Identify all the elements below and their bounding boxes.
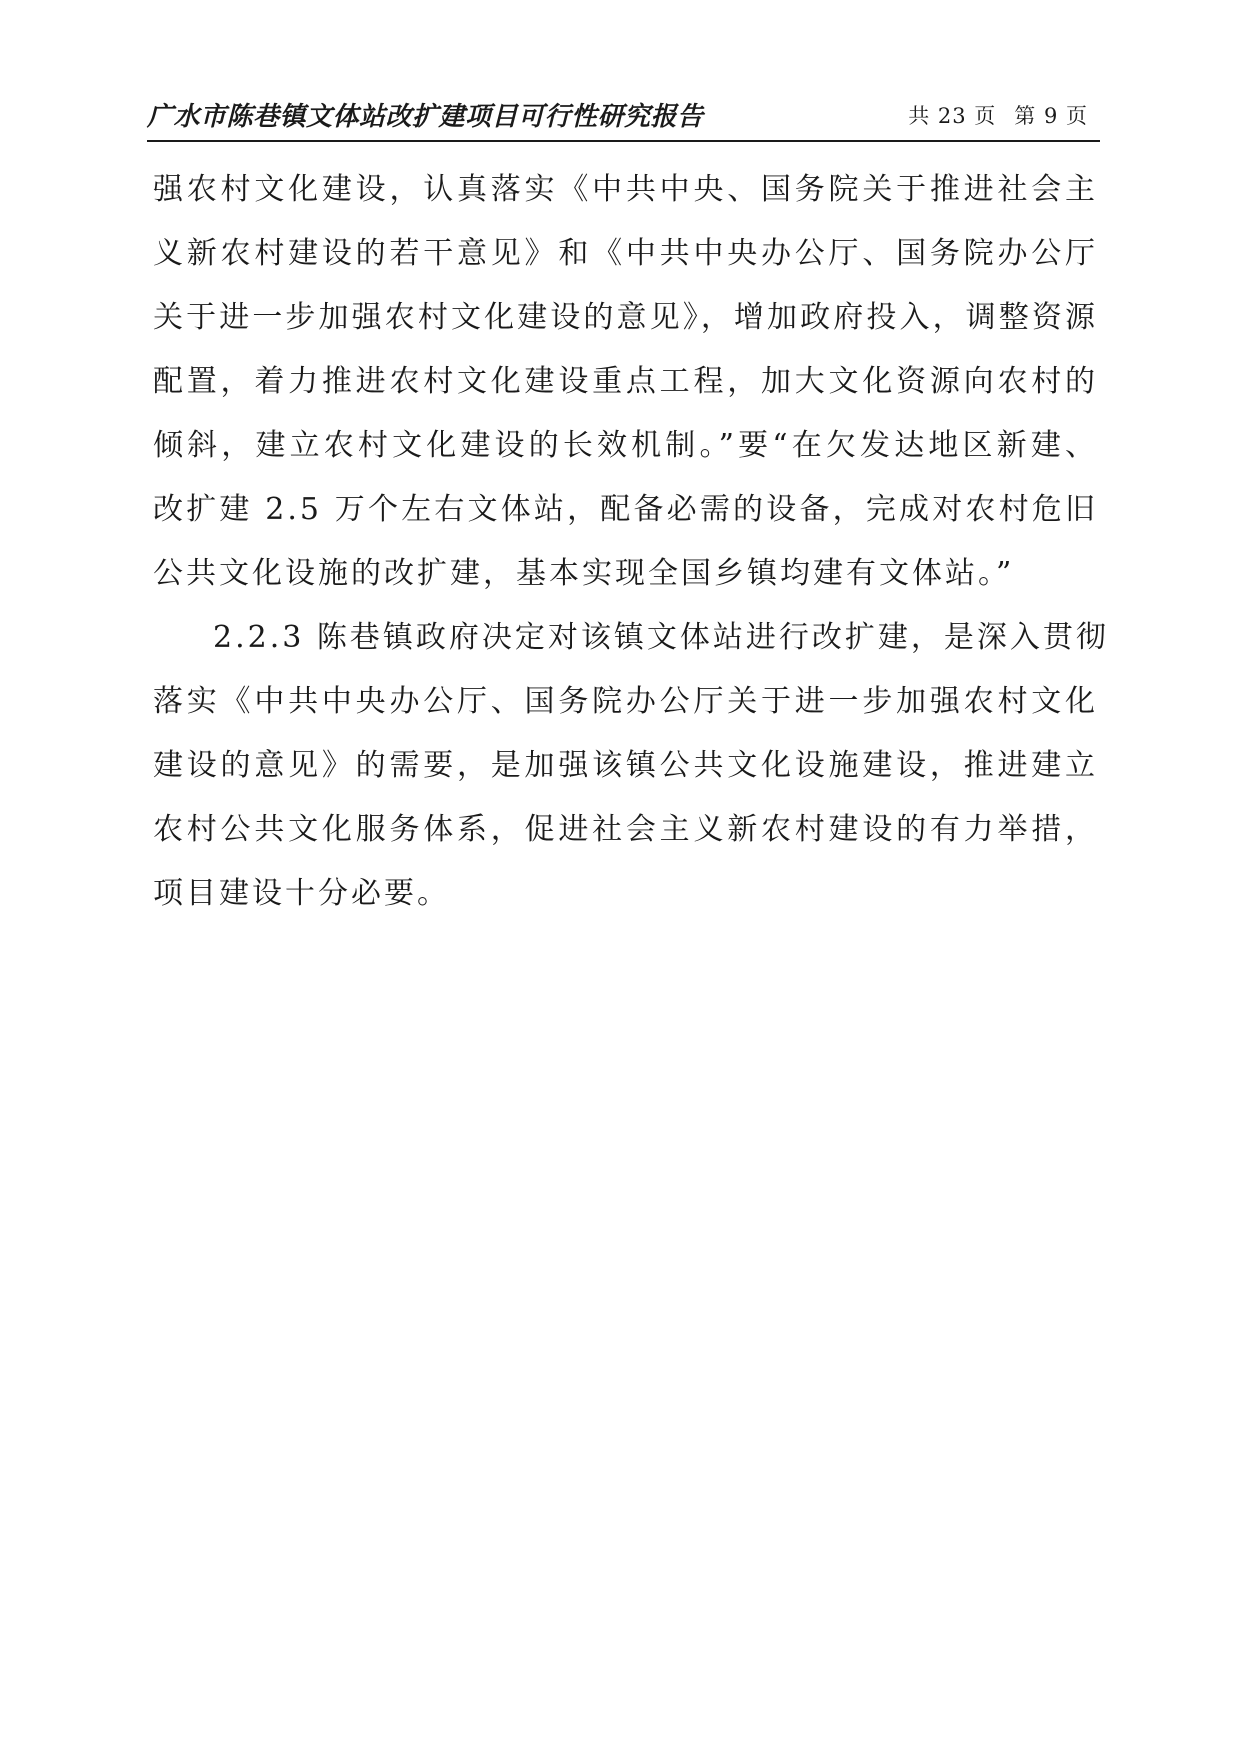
paragraph-first-line: 2.2.3 陈巷镇政府决定对该镇文体站进行改扩建，是深入贯彻 [213, 620, 1109, 655]
page-header [147, 92, 1100, 142]
text-line: 项目建设十分必要。 [153, 876, 450, 911]
text-line: 公共文化设施的改扩建，基本实现全国乡镇均建有文体站。” [153, 556, 1015, 591]
text-line: 农村公共文化服务体系，促进社会主义新农村建设的有力举措， [153, 812, 1098, 847]
current-page: 第 9 页 [1014, 104, 1088, 128]
text-line: 建设的意见》的需要，是加强该镇公共文化设施建设，推进建立 [153, 748, 1098, 783]
total-pages: 共 23 页 [908, 104, 997, 128]
report-title: 广水市陈巷镇文体站改扩建项目可行性研究报告 [147, 102, 704, 132]
body-text [153, 158, 1109, 926]
text-line: 倾斜，建立农村文化建设的长效机制。”要“在欠发达地区新建、 [153, 428, 1098, 463]
page-number-info [890, 100, 1088, 130]
text-line: 关于进一步加强农村文化建设的意见》，增加政府投入，调整资源 [153, 300, 1098, 335]
text-line: 落实《中共中央办公厅、国务院办公厅关于进一步加强农村文化 [153, 684, 1098, 719]
text-line: 义新农村建设的若干意见》和《中共中央办公厅、国务院办公厅 [153, 236, 1098, 271]
text-line: 强农村文化建设，认真落实《中共中央、国务院关于推进社会主 [153, 172, 1098, 207]
text-line: 改扩建 2.5 万个左右文体站，配备必需的设备，完成对农村危旧 [153, 492, 1098, 527]
text-line: 配置，着力推进农村文化建设重点工程，加大文化资源向农村的 [153, 364, 1098, 399]
